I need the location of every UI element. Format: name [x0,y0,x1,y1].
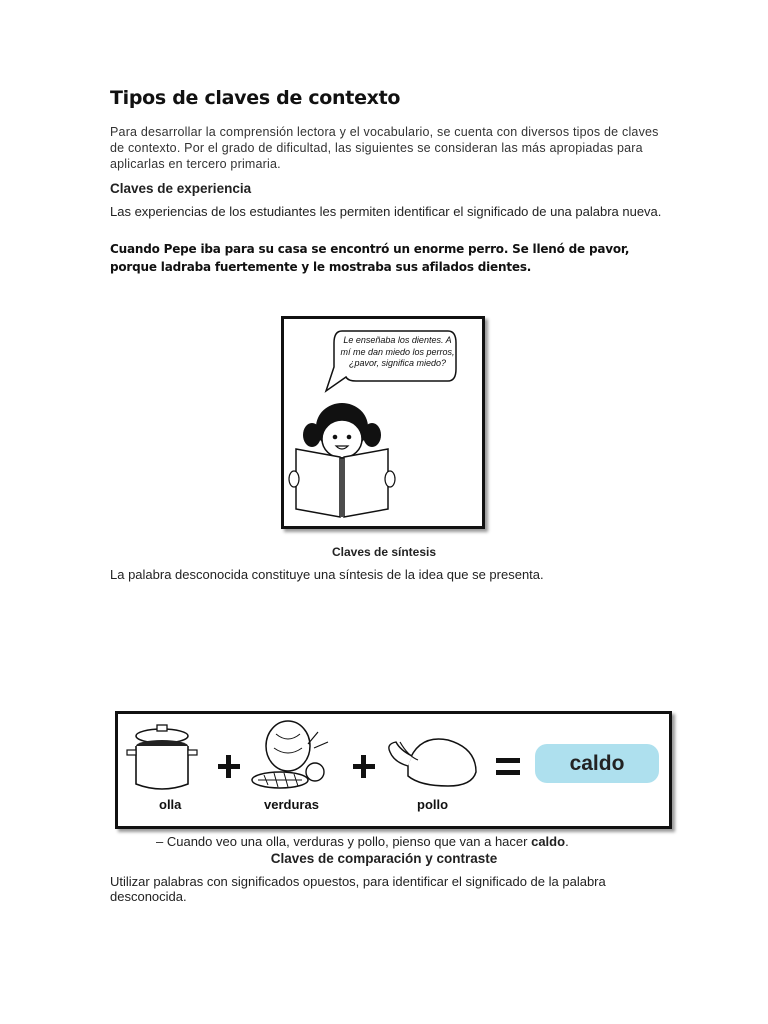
label-olla: olla [159,797,182,812]
experiencia-story: Cuando Pepe iba para su casa se encontró un enorme perro. Se llenó de pavor, porque ladraba fuertemente y le mostraba sus afilados dientes. [110,242,630,274]
chicken-icon [389,739,476,786]
sintesis-heading: Claves de síntesis [331,545,437,559]
experiencia-text: Las experiencias de los estudiantes les permiten identificar el significado de una palabra nueva. [110,204,662,219]
comparacion-heading: Claves de comparación y contraste [270,851,498,866]
result-caldo-badge: caldo [535,744,659,783]
example-suffix: . [565,834,569,849]
intro-paragraph: Para desarrollar la comprensión lectora y el vocabulario, se cuenta con diversos tipos de claves de contexto. Por el grado de dificultad, las siguientes se consideran las más apropiadas para aplicarlas en tercero primaria. [110,125,659,171]
example-bold-word: caldo [531,834,566,849]
experiencia-heading: Claves de experiencia [110,181,252,196]
pot-icon [127,725,197,789]
label-pollo: pollo [417,797,449,812]
example-prefix: – Cuando veo una olla, verduras y pollo, pienso que van a hacer [156,834,532,849]
label-verduras: verduras [264,797,319,812]
sintesis-text: La palabra desconocida constituye una síntesis de la idea que se presenta. [110,567,544,582]
vegetables-icon [252,721,328,788]
comparacion-text: Utilizar palabras con significados opuestos, para identificar el significado de la palabra desconocida. [110,874,606,904]
page-title: Tipos de claves de contexto [110,87,401,109]
speech-bubble-text: Le enseñaba los dientes. A mí me dan miedo los perros, ¿pavor, significa miedo? [340,335,455,368]
sintesis-example [156,834,676,849]
